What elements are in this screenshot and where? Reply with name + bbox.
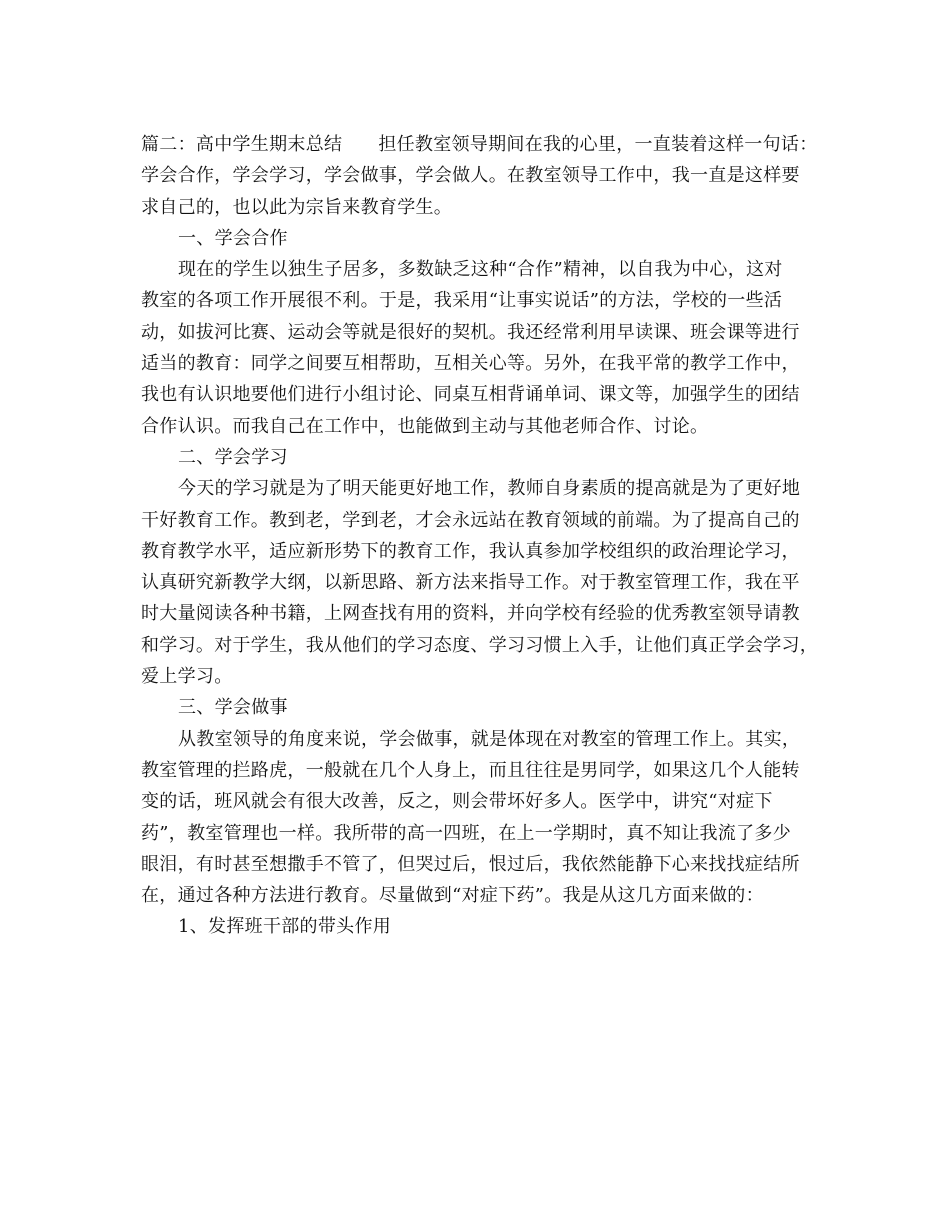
paragraph-line: 教室的各项工作开展很不利。于是，我采用“让事实说话”的方法，学校的一些活 — [141, 290, 783, 312]
section-heading: 一、学会合作 — [178, 227, 288, 249]
section-heading: 三、学会做事 — [178, 697, 288, 719]
paragraph-line: 爱上学习。 — [141, 666, 233, 688]
paragraph-line: 现在的学生以独生子居多，多数缺乏这种“合作”精神，以自我为中心，这对 — [178, 259, 783, 281]
paragraph-line: 变的话，班风就会有很大改善，反之，则会带坏好多人。医学中，讲究“对症下 — [141, 791, 773, 813]
paragraph-line: 求自己的，也以此为宗旨来教育学生。 — [141, 196, 453, 218]
paragraph-line: 眼泪，有时甚至想撒手不管了，但哭过后，恨过后，我依然能静下心来找找症结所 — [141, 853, 800, 875]
paragraph-line: 我也有认识地要他们进行小组讨论、同桌互相背诵单词、课文等，加强学生的团结 — [141, 384, 800, 406]
paragraph-line: 适当的教育：同学之间要互相帮助，互相关心等。另外，在我平常的教学工作中， — [141, 353, 800, 375]
paragraph-line: 教室管理的拦路虎，一般就在几个人身上，而且往往是男同学，如果这几个人能转 — [141, 759, 800, 781]
paragraph-line: 学会合作，学会学习，学会做事，学会做人。在教室领导工作中，我一直是这样要 — [141, 165, 800, 187]
paragraph-line: 和学习。对于学生，我从他们的学习态度、学习习惯上入手，让他们真正学会学习， — [141, 634, 819, 656]
paragraph-line: 从教室领导的角度来说，学会做事，就是体现在对教室的管理工作上。其实， — [178, 728, 801, 750]
title-line — [141, 129, 818, 160]
list-item-heading: 1、发挥班干部的带头作用 — [178, 916, 392, 938]
section-heading: 二、学会学习 — [178, 446, 288, 468]
paragraph-line: 时大量阅读各种书籍，上网查找有用的资料，并向学校有经验的优秀教室领导请教 — [141, 603, 800, 625]
paragraph-line: 教育教学水平，适应新形势下的教育工作，我认真参加学校组织的政治理论学习， — [141, 540, 800, 562]
document-title: 篇二：高中学生期末总结 — [141, 134, 343, 155]
paragraph-line: 今天的学习就是为了明天能更好地工作，教师自身素质的提高就是为了更好地 — [178, 478, 801, 500]
paragraph-line: 干好教育工作。教到老，学到老，才会永远站在教育领域的前端。为了提高自己的 — [141, 509, 800, 531]
paragraph-line: 在，通过各种方法进行教育。尽量做到“对症下药”。我是从这几方面来做的： — [141, 885, 764, 907]
paragraph-line: 动，如拔河比赛、运动会等就是很好的契机。我还经常利用早读课、班会课等进行 — [141, 321, 800, 343]
paragraph-line: 担任教室领导期间在我的心里，一直装着这样一句话： — [378, 134, 818, 155]
document-body — [141, 129, 819, 943]
paragraph-line: 认真研究新教学大纲，以新思路、新方法来指导工作。对于教室管理工作，我在平 — [141, 572, 800, 594]
paragraph-line: 合作认识。而我自己在工作中，也能做到主动与其他老师合作、讨论。 — [141, 415, 709, 437]
paragraph-line: 药”，教室管理也一样。我所带的高一四班，在上一学期时，真不知让我流了多少 — [141, 822, 791, 844]
